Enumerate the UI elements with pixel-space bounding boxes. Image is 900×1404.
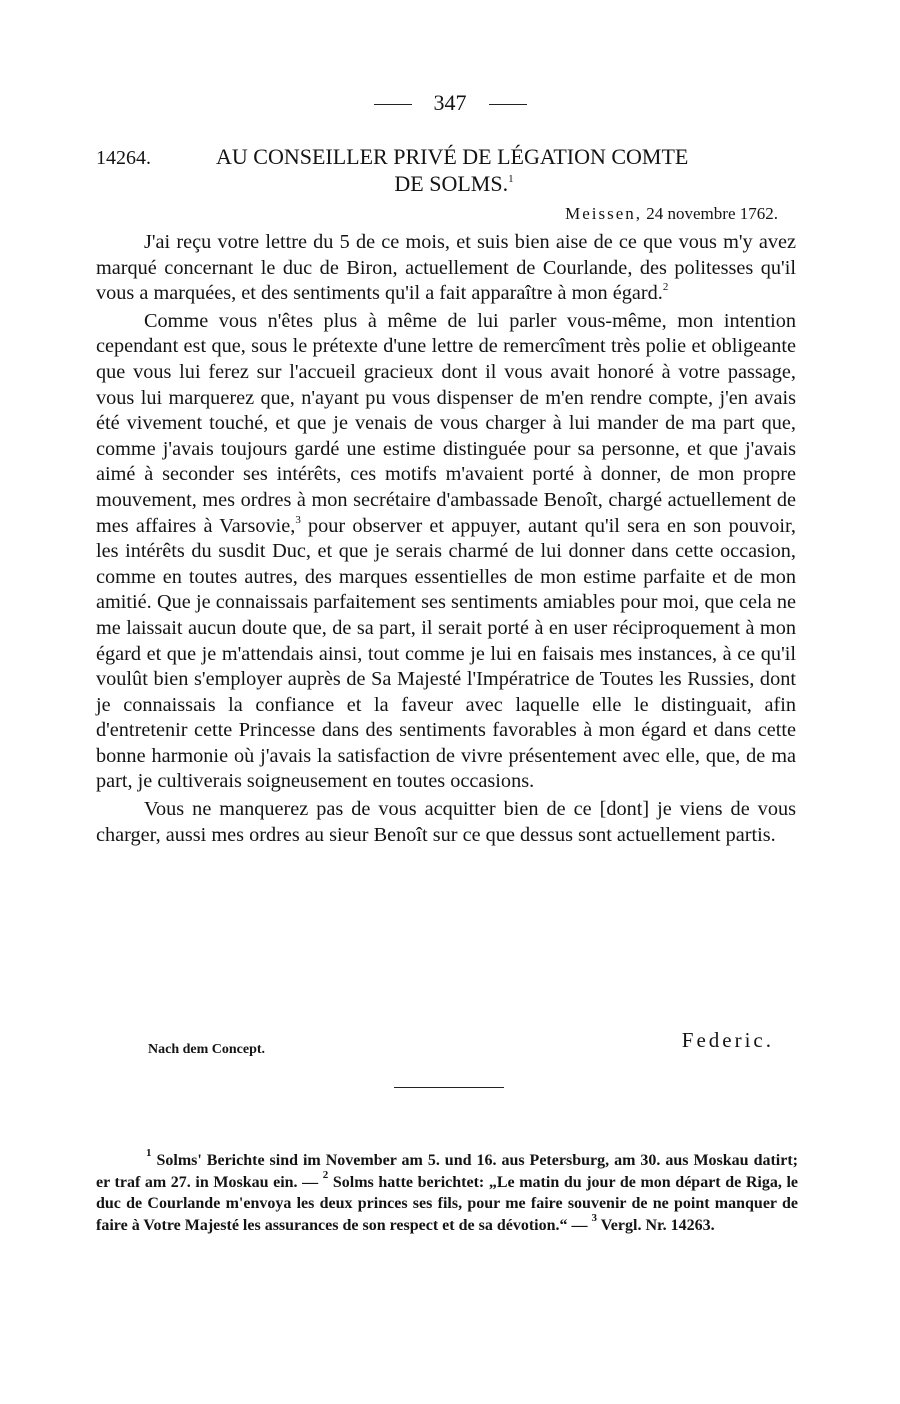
dateline-date: 24 novembre 1762. [646, 204, 778, 223]
footnote-1: Solms' Berichte sind im November am 5. und 16. aus Petersburg, am 30. aus Moskau datirt; er traf am 27. in Moskau ein. — [96, 1152, 798, 1191]
footnote-2: Solms hatte berichtet: „Le matin du jour de mon départ de Riga, le duc de Courlande m'envoya les deux princes ses fils, pour me faire souvenir de ne point manquer de faire à Votre Majesté les assurances de son respect et de sa dévotion.“ — [96, 1173, 798, 1234]
paragraph-2 [96, 309, 796, 795]
note-mark-2[interactable]: 2 [662, 281, 669, 294]
heading-note-mark[interactable]: 1 [508, 173, 514, 185]
page-number: 347 [433, 90, 467, 115]
page-number-line [0, 90, 900, 116]
paragraph-1 [96, 230, 796, 307]
source-note: Nach dem Concept. [148, 1042, 266, 1057]
note-mark-3[interactable]: 3 [295, 513, 301, 526]
dateline [565, 204, 778, 224]
letter-number: 14264. [96, 147, 151, 169]
footnotes [96, 1147, 798, 1236]
footnote-divider [394, 1087, 504, 1088]
footnote-mark-2: 2 [322, 1168, 329, 1181]
footnote-mark-1: 1 [146, 1147, 152, 1159]
heading-line-2: DE SOLMS. [394, 171, 509, 196]
heading-line-1: AU CONSEILLER PRIVÉ DE LÉGATION COMTE [216, 144, 689, 169]
footnote-block [96, 1147, 798, 1236]
footnote-mark-3: 3 [591, 1211, 597, 1224]
paragraph-2-text-b: pour observer et appuyer, autant qu'il sera en son pouvoir, les intérêts du susdit Duc, et que je serais charmé de lui donner dans cette occasion, comme en toutes autres, des marques essentielles de mon estime parfaite et de mon amitié. Que je connaissais parfaitement ses sentiments amiables pour moi, que cela ne me laissait aucun doute que, de sa part, il serait porté à en user réciproquement à mon égard et que je m'attendais ainsi, tout comme je lui en faisais mes instances, à ce qu'il voulût bien s'employer auprès de Sa Majesté l'Impératrice de Toutes les Russies, dont je connaissais la confiance et la faveur avec laquelle elle le distinguait, afin d'entretenir cette Princesse dans des sentiments favorables à mon égard et dans cette bonne harmonie où j'avais la satisfaction de vivre présentement avec elle, que, de ma part, je cultiverais soigneusement en toutes occasions. [96, 514, 796, 793]
paragraph-1-text: J'ai reçu votre lettre du 5 de ce mois, et suis bien aise de ce que vous m'y avez marqué concernant le duc de Biron, actuellement de Courlande, des politesses qu'il vous a marquées, et des sentiments qu'il a fait apparaître à mon égard. [96, 231, 796, 305]
footnote-3: Vergl. Nr. 14263. [597, 1216, 715, 1234]
paragraph-3 [96, 797, 796, 848]
paragraph-2-text-a: Comme vous n'êtes plus à même de lui parler vous-même, mon intention cependant est que, sous le prétexte d'une lettre de remercîment très polie et obligeante que vous lui ferez sur l'accueil gracieux dont il vous avait honoré à votre passage, vous lui marquerez que, n'ayant pu vous dispenser de m'en rendre compte, j'en avais été vivement touché, et que je venais de vous charger à lui mander de ma part que, comme j'avais toujours gardé une estime distinguée pour sa personne, et que j'avais aimé à seconder ses intérêts, ces motifs m'avaient porté à donner, de mon propre mouvement, mes ordres à mon secrétaire d'ambassade Benoît, chargé actuellement de mes affaires à Varsovie, [96, 309, 796, 537]
page-number-dash-right [489, 104, 527, 105]
letter-heading [96, 144, 796, 197]
page-number-dash-left [374, 104, 412, 105]
signature: Federic. [681, 1028, 774, 1052]
dateline-place: Meissen, [565, 204, 643, 223]
letter-body [96, 230, 796, 850]
paragraph-3-text: Vous ne manquerez pas de vous acquitter bien de ce [dont] je viens de vous charger, aussi mes ordres au sieur Benoît sur ce que dessus sont actuellement partis. [96, 798, 796, 846]
